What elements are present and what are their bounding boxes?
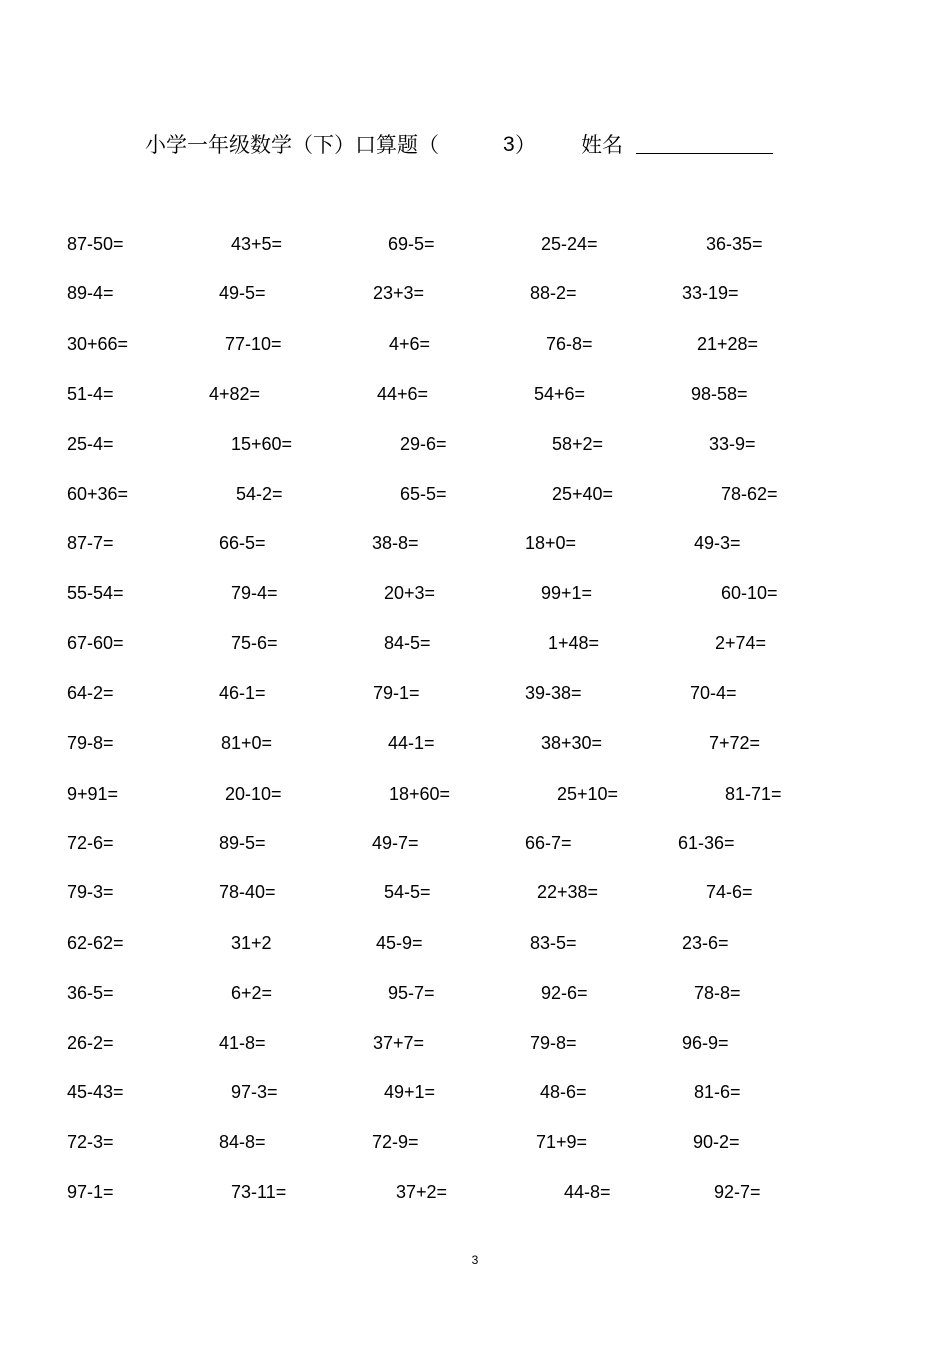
worksheet-number: 3 — [503, 133, 515, 156]
problem-row — [0, 1080, 950, 1104]
arithmetic-problem: 60+36= — [67, 484, 129, 504]
arithmetic-problem: 78-40= — [219, 882, 276, 902]
arithmetic-problem: 99+1= — [541, 583, 593, 603]
name-label: 姓名 — [581, 133, 623, 157]
arithmetic-problem: 70-4= — [690, 683, 737, 703]
arithmetic-problem: 72-9= — [372, 1132, 419, 1152]
arithmetic-problem: 43+5= — [231, 234, 283, 254]
arithmetic-problem: 84-5= — [384, 633, 431, 653]
arithmetic-problem: 39-38= — [525, 683, 582, 703]
arithmetic-problem: 49-3= — [694, 533, 741, 553]
problem-row — [0, 880, 950, 904]
arithmetic-problem: 18+0= — [525, 533, 577, 553]
arithmetic-problem: 38-8= — [372, 533, 419, 553]
arithmetic-problem: 36-5= — [67, 983, 114, 1003]
arithmetic-problem: 79-8= — [67, 733, 114, 753]
arithmetic-problem: 33-9= — [709, 434, 756, 454]
arithmetic-problem: 37+2= — [396, 1182, 448, 1202]
name-blank-line — [636, 153, 773, 154]
arithmetic-problem: 97-3= — [231, 1082, 278, 1102]
problem-row — [0, 931, 950, 955]
arithmetic-problem: 92-6= — [541, 983, 588, 1003]
problem-row — [0, 482, 950, 506]
arithmetic-problem: 84-8= — [219, 1132, 266, 1152]
problem-row — [0, 631, 950, 655]
arithmetic-problem: 71+9= — [536, 1132, 588, 1152]
arithmetic-problem: 25-4= — [67, 434, 114, 454]
arithmetic-problem: 66-5= — [219, 533, 266, 553]
arithmetic-problem: 65-5= — [400, 484, 447, 504]
arithmetic-problem: 58+2= — [552, 434, 604, 454]
problem-row — [0, 782, 950, 806]
arithmetic-problem: 21+28= — [697, 334, 759, 354]
arithmetic-problem: 44+6= — [377, 384, 429, 404]
arithmetic-problem: 77-10= — [225, 334, 282, 354]
arithmetic-problem: 29-6= — [400, 434, 447, 454]
arithmetic-problem: 20-10= — [225, 784, 282, 804]
arithmetic-problem: 75-6= — [231, 633, 278, 653]
arithmetic-problem: 79-1= — [373, 683, 420, 703]
arithmetic-problem: 54+6= — [534, 384, 586, 404]
arithmetic-problem: 79-8= — [530, 1033, 577, 1053]
problem-row — [0, 981, 950, 1005]
arithmetic-problem: 76-8= — [546, 334, 593, 354]
arithmetic-problem: 6+2= — [231, 983, 273, 1003]
arithmetic-problem: 4+6= — [389, 334, 431, 354]
problem-row — [0, 731, 950, 755]
arithmetic-problem: 96-9= — [682, 1033, 729, 1053]
worksheet-title — [0, 130, 950, 160]
arithmetic-problem: 73-11= — [231, 1182, 287, 1202]
arithmetic-problem: 44-1= — [388, 733, 435, 753]
arithmetic-problem: 87-50= — [67, 234, 124, 254]
arithmetic-problem: 83-5= — [530, 933, 577, 953]
arithmetic-problem: 45-9= — [376, 933, 423, 953]
problem-row — [0, 1130, 950, 1154]
arithmetic-problem: 81-6= — [694, 1082, 741, 1102]
arithmetic-problem: 7+72= — [709, 733, 761, 753]
arithmetic-problem: 48-6= — [540, 1082, 587, 1102]
arithmetic-problem: 72-6= — [67, 833, 114, 853]
arithmetic-problem: 33-19= — [682, 283, 739, 303]
arithmetic-problem: 31+2 — [231, 933, 272, 953]
arithmetic-problem: 4+82= — [209, 384, 261, 404]
arithmetic-problem: 23-6= — [682, 933, 729, 953]
problem-row — [0, 531, 950, 555]
arithmetic-problem: 98-58= — [691, 384, 748, 404]
arithmetic-problem: 20+3= — [384, 583, 436, 603]
arithmetic-problem: 78-8= — [694, 983, 741, 1003]
arithmetic-problem: 81-71= — [725, 784, 782, 804]
arithmetic-problem: 72-3= — [67, 1132, 114, 1152]
problem-row — [0, 1180, 950, 1204]
arithmetic-problem: 67-60= — [67, 633, 124, 653]
arithmetic-problem: 62-62= — [67, 933, 124, 953]
arithmetic-problem: 49-5= — [219, 283, 266, 303]
arithmetic-problem: 61-36= — [678, 833, 735, 853]
arithmetic-problem: 2+74= — [715, 633, 767, 653]
arithmetic-problem: 89-5= — [219, 833, 266, 853]
arithmetic-problem: 18+60= — [389, 784, 451, 804]
arithmetic-problem: 97-1= — [67, 1182, 114, 1202]
arithmetic-problem: 25+10= — [557, 784, 619, 804]
arithmetic-problem: 92-7= — [714, 1182, 761, 1202]
arithmetic-problem: 25-24= — [541, 234, 598, 254]
arithmetic-problem: 81+0= — [221, 733, 273, 753]
arithmetic-problem: 49-7= — [372, 833, 419, 853]
arithmetic-problem: 88-2= — [530, 283, 577, 303]
arithmetic-problem: 44-8= — [564, 1182, 611, 1202]
arithmetic-problem: 37+7= — [373, 1033, 425, 1053]
problem-row — [0, 831, 950, 855]
arithmetic-problem: 78-62= — [721, 484, 778, 504]
page-number: 3 — [471, 1253, 479, 1267]
title-text: 小学一年级数学（下）口算题（ — [145, 133, 439, 157]
arithmetic-problem: 30+66= — [67, 334, 129, 354]
arithmetic-problem: 66-7= — [525, 833, 572, 853]
problem-row — [0, 1031, 950, 1055]
problem-row — [0, 232, 950, 256]
arithmetic-problem: 38+30= — [541, 733, 603, 753]
arithmetic-problem: 36-35= — [706, 234, 763, 254]
arithmetic-problem: 15+60= — [231, 434, 293, 454]
problem-row — [0, 281, 950, 305]
problem-row — [0, 332, 950, 356]
title-close-paren: ） — [515, 133, 536, 157]
arithmetic-problem: 69-5= — [388, 234, 435, 254]
arithmetic-problem: 25+40= — [552, 484, 614, 504]
arithmetic-problem: 45-43= — [67, 1082, 124, 1102]
arithmetic-problem: 26-2= — [67, 1033, 114, 1053]
arithmetic-problem: 60-10= — [721, 583, 778, 603]
problem-row — [0, 432, 950, 456]
arithmetic-problem: 55-54= — [67, 583, 124, 603]
arithmetic-problem: 90-2= — [693, 1132, 740, 1152]
arithmetic-problem: 23+3= — [373, 283, 425, 303]
problem-row — [0, 681, 950, 705]
arithmetic-problem: 46-1= — [219, 683, 266, 703]
arithmetic-problem: 54-2= — [236, 484, 283, 504]
arithmetic-problem: 89-4= — [67, 283, 114, 303]
arithmetic-problem: 41-8= — [219, 1033, 266, 1053]
arithmetic-problem: 79-3= — [67, 882, 114, 902]
arithmetic-problem: 95-7= — [388, 983, 435, 1003]
arithmetic-problem: 22+38= — [537, 882, 599, 902]
arithmetic-problem: 9+91= — [67, 784, 119, 804]
arithmetic-problem: 74-6= — [706, 882, 753, 902]
arithmetic-problem: 64-2= — [67, 683, 114, 703]
arithmetic-problem: 54-5= — [384, 882, 431, 902]
arithmetic-problem: 1+48= — [548, 633, 600, 653]
arithmetic-problem: 49+1= — [384, 1082, 436, 1102]
problem-row — [0, 581, 950, 605]
arithmetic-problem: 79-4= — [231, 583, 278, 603]
arithmetic-problem: 51-4= — [67, 384, 114, 404]
arithmetic-problem: 87-7= — [67, 533, 114, 553]
problem-row — [0, 382, 950, 406]
